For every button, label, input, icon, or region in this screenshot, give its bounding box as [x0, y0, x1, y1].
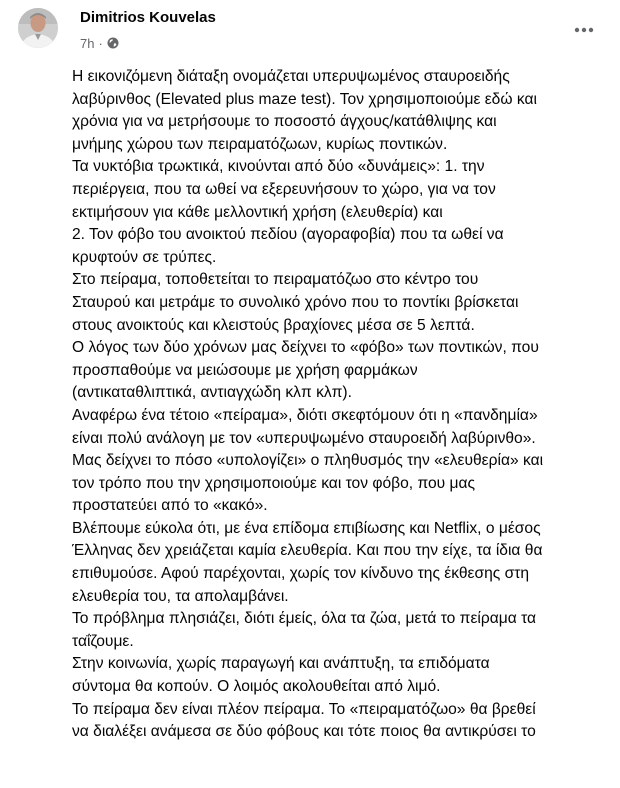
post-paragraph: Ο λόγος των δύο χρόνων μας δείχνει το «φόβο» των ποντικών, που προσπαθούμε να μειώσουμε με χρήση φαρμάκων (αντικαταθλιπτικά, αντιαγχώδη κλπ κλπ).: [72, 339, 539, 402]
post-paragraph: Το πρόβλημα πλησιάζει, διότι έμείς, όλα τα ζώα, μετά το πείραμα τα ταΐζουμε.: [72, 610, 537, 650]
post-paragraph: Αναφέρω ένα τέτοιο «πείραμα», διότι σκεφτόμουν ότι η «πανδημία» είναι πολύ ανάλογη με τον «υπερυψωμένο σταυροειδή λαβύρινθο».: [72, 406, 538, 447]
post-text: [72, 66, 612, 744]
avatar-photo: [18, 8, 58, 48]
post-paragraph: 2. Τον φόβο του ανοικτού πεδίου (αγοραφοβία) που τα ωθεί να κρυφτούν σε τρύπες.: [72, 226, 504, 266]
globe-icon[interactable]: [107, 37, 119, 49]
meta-separator: ·: [98, 35, 103, 51]
more-options-button[interactable]: [568, 14, 600, 46]
post-paragraph: Βλέπουμε εύκολα ότι, με ένα επίδομα επιβίωσης και Netflix, ο μέσος Έλληνας δεν χρειάζεται καμία ελευθερία. Και που την είχε, τα ίδια θα επιθυμούσε. Αφού παρέχονται, χωρίς τον κίνδυνο της έκθεσης στη ελευθερία του, τα απολαμβάνει.: [72, 519, 543, 605]
post-timestamp[interactable]: 7h: [80, 35, 95, 51]
post-paragraph: Τα νυκτόβια τρωκτικά, κινούνται από δύο «δυνάμεις»: 1. την περιέργεια, που τα ωθεί να εξερευνήσουν το χώρο, για να τον εκτιμήσουν για κάθε μελλοντική χρήση (ελευθερία) και: [72, 158, 496, 221]
post-paragraph: Στην κοινωνία, χωρίς παραγωγή και ανάπτυξη, τα επιδόματα σύντομα θα κοπούν. Ο λοιμός ακολουθείται από λιμό.: [72, 655, 490, 696]
author-name[interactable]: Dimitrios Kouvelas: [80, 9, 216, 26]
post-paragraph: Μας δείχνει το πόσο «υπολογίζει» ο πληθυσμός την «ελευθερία» και τον τρόπο που την χρησιμοποιούμε και τον φόβο, που μας προστατεύει από το «κακό».: [72, 452, 544, 515]
more-horizontal-icon: [574, 27, 594, 33]
post-meta: [80, 34, 119, 52]
avatar[interactable]: [18, 8, 58, 48]
post-paragraph: Το πείραμα δεν είναι πλέον πείραμα. Το «πειραματόζωο» θα βρεθεί να διαλέξει ανάμεσα σε δύο φόβους και τότε ποιος θα αντικρύσει το: [72, 700, 536, 741]
post-paragraph: Η εικονιζόμενη διάταξη ονομάζεται υπερυψωμένος σταυροειδής λαβύρινθος (Elevated plus maze test). Τον χρησιμοποιούμε εδώ και χρόνια για να μετρήσουμε το ποσοστό άγχους/κατάθλιψης και μνήμης χώρου των πειραματόζωων, κυρίως ποντικών.: [72, 68, 537, 153]
post-header: [0, 0, 620, 66]
post-paragraph: Στο πείραμα, τοποθετείται το πειραματόζωο στο κέντρο του Σταυρού και μετράμε το συνολικό χρόνο που το ποντίκι βρίσκεται στους ανοικτούς και κλειστούς βραχίονες μέσα σε 5 λεπτά.: [72, 271, 519, 334]
